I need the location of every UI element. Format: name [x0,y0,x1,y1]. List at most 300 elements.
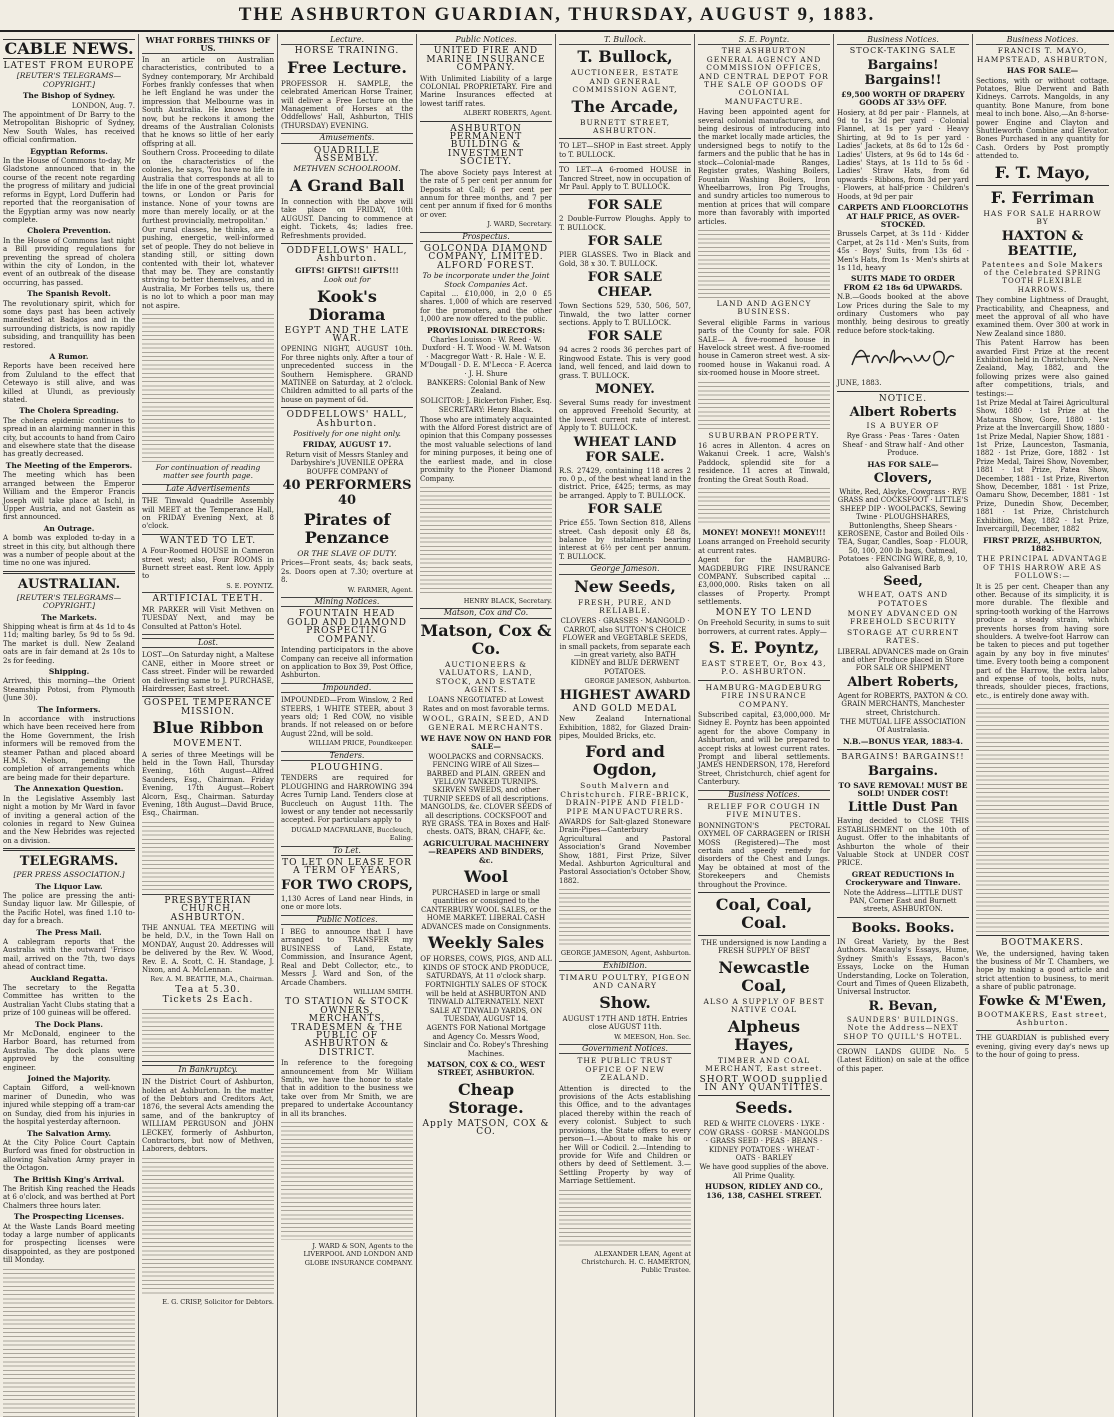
principal-text: It is 25 per cent. Cheaper than any other. Because of its simplicity, it is more durable. The flexible and spring-tooth working of the Harrows produce a steady strain, which prevents horses from having sore shoulders. A twelve-foot Harrow can be taken to pieces and put together again by any boy in five minutes' time. Every tooth being a component part of the Harrow, the extra labor and expense of tools, bolts, nuts, threads, shoulder pieces, fractions, etc., is entirely done away with. [976,582,1109,700]
seed-sub: WHEAT, OATS AND POTATOES [857,590,949,608]
column-bullock [556,34,695,1417]
crops-label: FOR TWO CROPS, [281,877,413,893]
drapery-label: £9,500 WORTH OF DRAPERY GOODS AT 33⅓ OFF. [841,89,965,108]
annex-text: In the Legislative Assembly last night a motion by Mr Ward in favor of inviting a general action of the colonies in regard to New Guinea and the New Hebrides was rejected on a division. [3,794,135,845]
free-lecture-title: Free Lecture. [287,57,407,77]
bonus-label: N.B.—BONUS YEAR, 1883-4. [842,736,964,746]
public-sig: WILLIAM SMITH. [353,987,413,996]
movement-label: MOVEMENT. [173,739,243,750]
regatta-text: The secretary to the Regatta Committee has written to the Australian Yacht Clubs stating that a prize of 100 guineas will be offered. [3,984,135,1018]
presby-title: PRESBYTERIAN CHURCH, ASHBURTON. [164,895,252,923]
column-cable-news [0,34,139,1417]
markets-text: Shipping wheat is firm at 4s 1d to 4s 11d; malting barley, 5s 9d to 5s 9d. The market is dull. New Zealand oats are in fair demand at 2s 10s to 2s for feeding. [3,622,135,665]
oddfellows2-cap: ODDFELLOWS' HALL, Ashburton. [286,410,408,429]
tolet-hdr: To Let. [281,846,413,856]
haxton-text: They combine Lightness of Draught, Practicability, and Cheapness, and meet the approval of all who have examined them. Over 300 at work in New Zealand since 1880. [976,296,1109,338]
ford-sig: GEORGE JAMESON, Agent, Ashburton. [560,949,691,958]
removal-label: TO SAVE REMOVAL! MUST BE SOLD! UNDER COST! [838,780,968,798]
oddfellows2-sub: Positively for one night only. [293,429,401,438]
text-filler [698,228,830,298]
bullock-hdr: T. Bullock. [559,36,691,45]
annex-head: The Annexation Question. [14,784,124,794]
rumor-text: Reports have been received here from Zululand to the effect that Cetewayo is still alive, and was killed at Ulundi, as previously stated. [3,362,135,405]
masthead-title: THE ASHBURTON GUARDIAN, THURSDAY, AUGUST 9, 1883. [238,4,876,25]
column-lecture [278,34,417,1417]
wool-text: PURCHASED in large or small quantities or consigned to the CANTERBURY WOOL SALES, or the HOME MARKET. LIBERAL CASH ADVANCES made on Consignments. [421,889,551,931]
mayo-title: F. T. Mayo, [994,162,1091,182]
trust-text: Attention is directed to the provisions of the Acts establishing this Office, and to the advantages placed thereby within the reach of every colonist. Subject to such provisions, the State offers to every person—1.—About to make his or her Will or Codicil. 2.—Intending to provide for Wife and Children or others by deed of Settlement. 3.—Settling Property by way of Marriage Settlement. [559,1084,691,1186]
matson-title: Matson, Cox & Co. [420,620,552,658]
cable-credit: [REUTER'S TELEGRAMS—COPYRIGHT.] [16,71,122,89]
trust-cap: THE PUBLIC TRUST OFFICE OF NEW ZEALAND. [577,1056,673,1083]
gospel-title: GOSPEL TEMPERANCE MISSION. [143,698,273,717]
salvation-head: The Salvation Army. [27,1128,111,1138]
marine-text: With Unlimited Liability of a large COLONIAL PROPRIETARY. Fire and Marine Insurances effected at lowest tariff rates. [420,74,552,108]
seed-title: Seed, [883,574,923,590]
roberts2-title: Albert Roberts, [847,674,959,690]
dustpan-address: Note the Address—LITTLE DUST PAN, Corner East and Burnett streets, ASHBURTON. [843,888,963,914]
quadrille-ad [142,497,274,535]
impound-text: IMPOUNDED—From Winslow, 2 Red STEERS, 1 WHITE STEER, about 3 years old; 1 Red COW, no visible brands. If not released on or before August 22nd, will be sold. [281,696,413,738]
show-title: Show. [599,992,651,1012]
king-head: The British King's Arrival. [13,1174,125,1184]
text-filler [142,820,274,890]
plough-text: TENDERS are required for PLOUGHING and HARROWING 394 Acres Turnip Land. Tenders close at Buccleuch on August 11th. The lowest or any tender not necessarily accepted. For particulars apply to [281,774,413,825]
weekly-sales-title: Weekly Sales [427,933,545,953]
continued-note: For continuation of reading matter see fourth page. [155,463,261,481]
first-prize-label: FIRST PRIZE, ASHBURTON, 1882. [983,535,1102,553]
dustpan-text: Having decided to CLOSE THIS ESTABLISHMENT on the 10th of August. Offer to the inhabitants of Ashburton the whole of their Valuable Stock at UNDER COST PRICE. [837,817,969,868]
principal-label: THE PRINCIPAL ADVANTAGE OF THIS HARROW ARE AS FOLLOWS:— [977,555,1108,581]
bishop-dateline: LONDON, Aug. 7. [71,101,135,110]
auctioneer-label: AUCTIONEER, ESTATE AND GENERAL COMMISSION AGENT, [570,68,680,95]
presby-text: THE ANNUAL TEA MEETING will be held, D.V., in the Town Hall on MONDAY, August 20. Addresses will be delivered by the Rev. W. Wood, Rev. E. A. Scott, C. H. Standage, J. Nixon, and A. McLennan. [142,924,274,975]
matson-hdr: Matson, Cox and Co. [420,608,552,618]
also-label: ALSO A SUPPLY OF BEST NATIVE COAL [703,996,825,1015]
capital-text: Capital ... £10,000, in 2,0 0 £5 shares. 1,000 of which are reserved for the promoters, and the other 1,000 are now offered to the public. [420,289,552,324]
show-sig: W. MEESON, Hon. Sec. [614,1032,691,1041]
books-title: Books. Books. [851,920,955,936]
carpets-list: Brussels Carpet, at 3s 11d · Kidder Carpet, at 2s 11d · Men's Suits, from 45s · Boys' Suits, from 13s 6d · Men's Hats, from 1s · Men's shirts at 1s 11d, heavy [837,230,969,272]
fowke-title: Fowke & M'Ewen, [978,993,1107,1009]
fountain-cap: FOUNTAIN HEAD GOLD AND DIAMOND PROSPECTING COMPANY. [286,609,408,645]
prospecting-text: At the Waste Lands Board meeting today a large number of applicants for prospecting licenses were disappointed, as they are postponed till Monday. [3,1222,135,1265]
hayes-sub: TIMBER AND COAL MERCHANT, East street. [705,1055,823,1074]
column-mayo-ferriman [973,34,1112,1417]
hamburg2-text: Subscribed capital, £3,000,000. Mr Sidney E. Poyntz has been appointed agent for the above Company in Ashburton, and will be prepared to accept risks at lowest current rates. Prompt and liberal settlements. JAMES HENDERSON, 178, Hereford Street, Christchurch, chief agent for Canterbury. [698,710,830,787]
cheap-text: Town Sections 529, 530, 506, 507, Tinwald, the two latter corner sections. Apply to T. BULLOCK. [559,302,691,327]
notice-cap: NOTICE. [878,393,928,404]
agri-machinery: AGRICULTURAL MACHINERY—REAPERS AND BINDERS, &c. [423,838,549,865]
dock-head: The Dock Plans. [35,1019,103,1029]
seeds-title: Seeds. [735,1098,793,1118]
cheap-cap: FOR SALE CHEAP. [587,270,663,301]
june-date: JUNE, 1883. [837,379,882,388]
ball-text: In connection with the above will take place on FRIDAY, 10th AUGUST. Dancing to commence at eight. Tickets, 4s; ladies free. Refreshments provided. [281,197,413,240]
fortnightly-text: FORTNIGHTLY SALES OF STOCK will be held at ASHBURTON AND TINWALD ALTERNATELY. NEXT SALE AT TINWALD YARDS, ON TUESDAY, AUGUST 14. [425,981,547,1023]
fountain-text: Intending participators in the above Company can receive all information on application to Box 39, Post Office, Ashburton. [281,646,413,680]
bankruptcy-text: IN the District Court of Ashburton, holden at Ashburton. In the matter of the Debtors and Creditors Act, 1876, the several Acts amending the same, and of the bankruptcy of WILLIAM PERGUSON and JOHN LECKEY, formerly of Ashburton, Contractors, but now of Methven, Laborers, debtors. [142,1078,274,1154]
salvation-text: At the City Police Court Captain Burford was fined for obstruction in allowing Salvation Army prayer in the Octagon. [3,1138,135,1173]
reductions-label: GREAT REDUCTIONS In Crockeryware and Tinware. [845,869,961,888]
gospel-ad [142,699,274,894]
farmer-sig: W. FARMER, Agent. [347,585,413,594]
forsale-cap-4: FOR SALE [587,502,663,518]
storage-text: Apply MATSON, COX & CO. [422,1118,550,1138]
prizes-list: 1st Prize Medal at Tairei Agricultural Show, 1880 · 1st Prize at the Mataura Show, Gore, 1880 · 1st Prize at the Invercargill Show, 1880 · 1st Prize Medal, Napier Show, 1881 · 1st Prize, Launceston, Tasmania, 1882 · 1st Prize, Gore, 1882 · 1st Prize Medal, Tairei Show, November, 1881 · 1st Prize, Patea Show, December, 1881 · 1st Prize, Riverton Show, December, 1881 · 1st Prize, Oamaru Show, December, 1881 · 1st Prize, Dunedin Show, December, 1881 · 1st Prize, Christchurch Exhibition, May, 1882 · 1st Prize, Invercargill, December, 1882 [976,399,1109,534]
grand-ball-title: A Grand Ball [289,175,405,195]
poyntz-title: S. E. Poyntz, [708,637,820,657]
teeth-text: MR PARKER will Visit Methven on TUESDAY Next, and may be Consulted at Patton's Hotel. [142,605,274,631]
hayes-title: Alpheus Hayes, [727,1016,801,1054]
regatta-head: Auckland Regatta. [30,973,108,983]
burnett-street: BURNETT STREET, ASHBURTON. [579,117,671,136]
liquor-head: The Liquor Law. [35,881,103,891]
buyer-label: IS A BUYER OF [866,421,940,430]
gold-medal: AND GOLD MEDAL [572,703,678,714]
shortwood-label: SHORT WOOD supplied IN ANY QUANTITIES. [699,1074,829,1093]
forsale-list: WOOLPACKS and CORNSACKS. FENCING WIRE of All Sizes—BARBED and PLAIN. GREEN and YELLOW TANKED TURNIPS. SKIRVEN SWEEDS, and other TURNIP SEEDS of all descriptions. MANGOLDS, &c. CLOVER SEEDS of all descriptions. COCKSFOOT and RYE GRASS. TEA in Boxes and Half-chests. OATS, BRAN, CHAFF, &c. [420,752,552,837]
diorama-title: Kook's Diorama [308,286,386,324]
columns [0,34,1114,1417]
emperors-text: The meeting which has been arranged between the Emperor William and the Emperor Francis Joseph will take place at Ischl, in Upper Austria, and not Gastein as first announced. [3,471,135,522]
text-filler [281,1120,413,1240]
informers-head: The Informers. [37,704,101,714]
bevan-title: R. Bevan, [868,998,938,1014]
lend-text: On Freehold Security, in sums to suit borrowers, at current rates. Apply— [698,619,830,636]
tenders-hdr: Tenders. [281,751,413,761]
arcade-title: The Arcade, [571,96,679,116]
timaru-label: TIMARU POULTRY, PIGEON AND CANARY [559,973,691,991]
cholera-text: In the House of Commons last night a Bill providing regulations for preventing the spread of cholera within the city of London, in the event of an outbreak of the disease occurring, has passed. [3,236,135,287]
quadrille-cap: QUADRILLE ASSEMBLY. [313,145,381,165]
hasforsale-label: HAS FOR SALE— [867,459,939,469]
pirates-title: Pirates of Penzance [303,510,391,548]
poyntz-sub: EAST STREET, Or, Box 43, P.O. ASHBURTON. [701,658,827,677]
fowke-sub: BOOTMAKERS, East street, Ashburton. [977,1009,1108,1028]
highest-award: HIGHEST AWARD [559,687,691,703]
lost-ad [142,651,274,697]
australian-title: AUSTRALIAN. [17,576,121,592]
forbes-text-1: In an article on Australian characteristics, contributed to a Sydney contemporary, Mr Archibald Forbes frankly confesses that when he left England he was under the impression that Melbourne was in South Australia. He knows better now, but he reckons it among the dreams of the Australian Colonists that he knows so little of her early offspring at all. [142,55,274,148]
permanent-text: The above Society pays Interest at the rate of 5 per cent per annum for Deposits at Call; 6 per cent per annum for three months, and 7 per cent per annum if fixed for 6 months or over. [420,168,552,219]
lost-title: Lost. [142,638,274,648]
drapery-list: Hosiery, at 8d per pair · Flannels, at 9d to 1s 3d per yard · Colonial Flannel, at 1s per yard · Heavy Shirting, at 9d to 1s per yard · Ladies' Jackets, at 8s 6d to 12s 6d · Ladies' Ulsters, at 9s 6d to 14s 6d · Ladies' Stays, at 1s 11d to 5s 6d · Ladies' Straw Hats, from 6d upwards · Ribbons, from 3d per yard · Flowers, at half-price · Children's Hoods, at 9d per pair [837,108,969,201]
shipping-text: Arrived, this morning—the Orient Steamship Potosi, from Plymouth (June 30). [3,677,135,703]
seeds-sub: FRESH, PURE, AND RELIABLE. [578,597,672,616]
text-filler [142,312,274,462]
column-poyntz [695,34,834,1417]
poyntz-hdr: S. E. Poyntz. [698,36,830,45]
mining-hdr: Mining Notices. [281,597,413,607]
forsale2-text: Price £55. Town Section 818, Allens street. Cash deposit only £8 8s, balance by instalments bearing interest at 6½ per cent per annum. T. BULLOCK. [559,519,691,561]
spreading-text: The cholera epidemic continues to spread in an alarming manner in this city, but accounts to hand from Cairo and elsewhere state that the disease has greatly decreased. [3,416,136,459]
hamburg-text: Agent for the HAMBURG-MAGDEBURG FIRE INSURANCE COMPANY. Subscribed capital ... £3,000,000. Risks taken on all classes of Property. Prompt settlements. [698,556,830,607]
nb-text: N.B.—Goods booked at the above Low Prices during the Sale to my ordinary Customers who pay monthly, being desirous to greatly reduce before stock-taking. [837,293,969,335]
haxton-title: HAXTON & BEATTIE, [1001,228,1084,259]
secretary: SECRETARY: Henry Black. [438,406,534,415]
jameson-hdr: George Jameson. [559,564,691,574]
storage-label: STORAGE AT CURRENT RATES. [847,627,959,646]
text-filler [142,1007,274,1057]
government-hdr: Government Notices. [559,1044,691,1054]
new-seeds-title: New Seeds, [574,576,676,596]
seeds-list: CLOVERS · GRASSES · MANGOLD · CARROT, also SUTTON'S CHOICE FLOWER and VEGETABLE SEEDS, in small packets, from separate each—in great variety, also BATH KIDNEY and BLUE DERWENT POTATOES. [559,617,691,676]
ward-sig: J. WARD & SON, Agents to the LIVERPOOL AND LONDON AND GLOBE INSURANCE COMPANY. [303,1242,413,1267]
cable-news-title: CABLE NEWS. [4,39,134,58]
relief-text: BONNINGTON'S PECTORAL OXYMEL OF CARRAGEEN or IRISH MOSS (Registered)—The most certain and speedy remedy for disorders of the Chest and Lungs. May be obtained at most of the Storekeepers and Chemists throughout the Province. [698,821,830,889]
land-cap: LAND AND AGENCY BUSINESS. [716,298,812,317]
hasforsale-label: HAS FOR SALE— [1006,66,1079,76]
forsale-cap-1: FOR SALE [587,198,663,214]
haxton-sub: Patentees and Sole Makers of the Celebrated SPRING TOOTH FLEXIBLE HARROWS. [981,260,1104,294]
mayo-cap: FRANCIS T. MAYO, HAMPSTEAD, ASHBURTON, [976,46,1109,64]
roberts-title: Albert Roberts [849,405,957,420]
hudson-sig: HUDSON, RIDLEY AND CO., 136, 138, CASHEL STREET. [705,1182,823,1200]
diorama-sub: EGYPT AND THE LATE WAR. [284,325,410,344]
plough-cap: PLOUGHING. [310,762,384,773]
press-text: A cablegram reports that the Australia with the outward 'Frisco mail, arrived on the 7th, two days ahead of contract time. [3,937,135,972]
matson-sub: AUCTIONEERS & VALUATORS, LAND, STOCK, AND ESTATE AGENTS. [435,659,537,694]
business-hdr: Business Notices. [976,36,1109,45]
text-filler [142,1156,274,1296]
juvenile-text: Return visit of Messrs Stanley and Darbyshire's JUVENILE OPERA BOUFFE COMPANY of [285,450,409,476]
andrew-orr-signature [848,341,958,373]
text-filler [559,1188,691,1248]
egypt-head: Egyptian Reforms. [30,146,108,156]
bishop-head: The Bishop of Sydney. [22,91,116,101]
amusements-hdr: Amusements. [281,133,413,143]
coal-title: Coal, Coal, Coal. [715,895,813,933]
permanent-sig: J. WARD, Secretary. [487,220,552,229]
ploughs-text: 2 Double-Furrow Ploughs. Apply to T. BULLOCK. [559,215,691,232]
quadrille-text: THE Tinwald Quadrille Assembly will MEET at the Temperance Hall, on FRIDAY Evening Next, at 8 o'clock. [142,497,274,531]
money-cap: MONEY. [595,381,655,397]
presby-ad [142,897,274,1062]
teeth-ad [142,595,274,635]
markets-head: The Markets. [41,612,97,622]
coal-text: THE undersigned is now Landing a FRESH SUPPLY OF BEST [701,939,827,956]
forsale-head: WE HAVE NOW ON HAND FOR SALE— [420,733,552,752]
loans-text: LOANS NEGOTIATED at Lowest Rates and on most favorable terms. [422,696,550,713]
seeds-list: RED & WHITE CLOVERS · LYKE · COW GRASS · GORSE · MANGOLDS · GRASS SEED · PEAS · BEANS · KIDNEY POTATOES · WHEAT · OATS · BARLEY [698,1120,830,1162]
ribbon-text: A series of three Meetings will be held in the Town Hall, Thursday Evening, 16th August—Alfred Saunders, Esq., Chairman. Friday Evening, 17th August—Robert Alcorn, Esq., Chairman. Saturday Evening, 18th August—David Bruce, Esq., Chairman. [142,750,274,818]
agents-text: AGENTS FOR National Mortgage and Agency Co. Messrs Wood, Sinclair and Co. Robey's Threshing Machines. [423,1024,549,1058]
station-text: In reference to the foregoing announcement from Mr William Smith, we have the honor to state that in addition to the business we take over from Mr Smith, we are prepared to undertake Accountancy in all its branches. [281,1059,413,1118]
ford-text: AWARDS for Salt-glazed Stoneware Drain-Pipes—Canterbury Agricultural and Pastoral Association's Grand November Show, 1881, First Prize, Silver Medal. Ashburton Agricultural and Pastoral Association's October Show, 1882. [559,817,691,885]
newcastle-title: Newcastle Coal, [718,957,810,995]
station-cap: TO STATION & STOCK OWNERS, MERCHANTS, TRADESMEN & THE PUBLIC OF ASHBURTON & DISTRICT. [285,997,409,1058]
forsale-cap-2: FOR SALE [587,234,663,250]
permanent-cap: ASHBURTON PERMANENT BUILDING & INVESTMENT SOCIETY. [447,123,525,168]
australian-credit: [REUTER'S TELEGRAMS—COPYRIGHT.] [16,592,122,611]
telegrams-credit: [PER PRESS ASSOCIATION.] [13,870,125,880]
suburban-text: 16 acres in Allenton. 4 acres on Wakanui Creek. 1 acre, Walsh's Paddock, splendid site for a residence. 11 acres at Tinwald, fronting the Great South Road. [698,442,830,484]
lend-cap: MONEY TO LEND [715,607,813,618]
bankers: BANKERS: Colonial Bank of New Zealand. [426,379,546,396]
slave-label: OR THE SLAVE OF DUTY. [297,549,397,559]
bevan-sub: SAUNDERS' BUILDINGS. Note the Address—NEXT SHOP TO QUILL'S HOTEL. [843,1015,963,1041]
directors-list: Charles Louisson · W. Reed · W. Duxford · H. T. Wood · W. M. Watson · Macgregor Watt · R. Hale · W. E. M'Dougall · D. E. M'Lecca · F. Acerca · J. H. Shure [420,336,552,378]
prospectus-hdr: Prospectus. [420,232,552,242]
column-public-notices [417,34,556,1417]
directors-head: PROVISIONAL DIRECTORS: [426,325,546,335]
column-forbes [139,34,278,1417]
bullock-title: T. Bullock, [577,47,673,67]
lecture-hdr: Lecture. [281,36,413,45]
trust-sig: ALEXANDER LEAN, Agent at Christchurch. H. C. HAMERTON, Public Trustee. [581,1249,691,1275]
forbes-text-2: Southern Cross. Proceeding to dilate on the characteristics of the colonies, he says, 'You have no life in Australia that corresponds at all to the life in one of the great provincial towns, or London or Paris for instance. None of your towns are more than merely locally, or at the furthest provincially, metropolitan.' [142,149,274,225]
rumor-head: A Rumor. [49,352,89,361]
cheap-storage-title: Cheap Storage. [448,1079,524,1117]
land-text: Several eligible Farms in various parts of the County for sale. FOR SALE— A five-roomed house in Havelock street west. A five-roomed house in Cameron street west. A six-roomed house in Wakanui road. A six-roomed house in Moore street. [698,318,830,378]
performers-label: 40 PERFORMERS 40 [282,478,412,509]
gifts-label: GIFTS! GIFTS!! GIFTS!!! [295,265,399,275]
money-cap: MONEY! MONEY!! MONEY!!! [702,528,826,538]
bargains-cap: BARGAINS! BARGAINS!! [841,752,965,762]
wanted-text: A Four-Roomed HOUSE in Cameron street west; also, Four ROOMS in Burnett street east. Rent low. Apply to [142,547,274,581]
public-text: I BEG to announce that I have arranged to TRANSFER my BUSINESS of Land, Estate, Commission, and Insurance Agent, Real and Debt Collector, etc., to Messrs J. Ward and Son, of the Arcade Chambers. [281,928,413,987]
blue-ribbon-title: Blue Ribbon [152,718,264,738]
lost-text: LOST—On Saturday night, a Maltese CANE, either in Moore street or Cass street. Finder will be rewarded on delivering same to J. PURCHASE, Hairdresser, East street. [142,651,274,693]
hamburg2-cap: HAMBURG-MAGDEBURG FIRE INSURANCE COMPANY. [705,682,823,709]
public-notices-hdr: Public Notices. [420,36,552,45]
acres-text: 94 acres 2 roods 36 perches part of Ringwood Estate. This is very good land, well fenced, and laid down to grass. T. BULLOCK. [559,346,691,380]
impounded-hdr: Impounded. [281,683,413,693]
show-text: AUGUST 17TH AND 18TH. Entries close AUGUST 11th. [562,1014,688,1032]
text-filler [698,486,830,526]
bargains-title: Bargains! Bargains!! [864,57,942,88]
presby-sig: Rev. A. M. BEATTIE, M.A., Chairman. [150,975,274,984]
business-hdr: Business Notices. [698,790,830,800]
diorama-text: OPENING NIGHT, AUGUST 10th. For three nights only. After a tour of unprecedented success in the Southern Hemisphere. GRAND MATINEE on Saturday, at 2 o'clock. Children admitted to all parts of the house on payment of 6d. [281,345,413,404]
lookout-label: Look out for [323,275,371,285]
dustpan-title: Little Dust Pan [848,800,958,816]
advanced-label: MONEY ADVANCED ON FREEHOLD SECURITY [847,608,959,627]
guardian-note: THE GUARDIAN is published every evening, giving every day's news up to the hour of going to press. [976,1034,1109,1060]
clovers-title: Clovers, [873,471,933,487]
spreading-head: The Cholera Spreading. [19,406,119,416]
mutual-text: THE MUTUAL LIFE ASSOCIATION Of Australasia. [840,717,966,735]
quadrille-sub: METHVEN SCHOOLROOM. [293,164,401,174]
forbes-title: WHAT FORBES THINKS OF US. [142,36,274,54]
gold-text: New Zealand International Exhibition, 1882, for Glazed Drain-pipes, Moulded Bricks, etc. [559,715,691,740]
forbes-text-3: Our rural classes, he thinks, are a pushing, energetic, well-informed set of people. They do not believe in standing still, or sitting down contented with their lot, whatever that may be. They are constantly striving to better themselves, and in Australia, Mr Forbes tells us, there is no lot to which a poor man may not aspire. [142,225,274,310]
teeth-title: ARTIFICIAL TEETH. [152,594,264,605]
golconda-cap: GOLCONDA DIAMOND COMPANY, LIMITED. ALFORD FOREST. [423,243,549,271]
crown-lands-text: CROWN LANDS GUIDE No. 5 (Latest Edition) on sale at the office of this paper. [837,1047,969,1073]
lecture-cap: HORSE TRAINING. [294,46,400,57]
black-sig: HENRY BLACK, Secretary. [463,596,552,605]
agency-cap: THE ASHBURTON GENERAL AGENCY AND COMMISSION OFFICES, AND CENTRAL DEPOT FOR THE SALE OF GOODS OF COLONIAL MANUFACTURE. [699,46,829,106]
agency-text: Having been appointed agent for several colonial manufacturers, and being desirous of introducing into the market locally made articles, the undersigned begs to notify to the farmers and the public that he has in stock—Colonial-made Ranges, Register grates, Washing Boilers, Fountain Washing Boilers, Iron Wheelbarrows, Iron Pig Troughs, and sundry articles too numerous to mention at prices that will compare more than favorably with imported articles. [698,108,830,226]
liquor-text: The police are pressing the anti-Sunday liquor law. Mr Gillespie, of the Pacific Hotel, was fined 1.10 to-day for a breach. [3,891,135,926]
forsale-cap-3: FOR SALE [587,329,663,345]
pier-text: PIER GLASSES. Two in Black and Gold, 38 x 30. T. BULLOCK. [559,251,691,268]
tickets-label: Tickets 2s Each. [162,995,254,1006]
text-filler [559,887,691,947]
books-text: IN Great Variety, by the Best Authors. Macaulay's Essays, Hume, Sydney Smith's Essays, Bacon's Essays, Locke on the Human Understanding, Locke on Toleration, Court and Times of Queen Elizabeth, Universal Instructor. [837,937,969,997]
majority-text: Captain Gifford, a well-known mariner of Dunedin, who was injured while stepping off a tram-car on Sunday, died from his injuries in the hospital yesterday afternoon. [3,1084,135,1127]
bishop-text: The appointment of Dr Barry to the Metropolitan Bishopric of Sydney, New South Wales, has received official confirmation. [3,111,135,145]
bankruptcy-title: In Bankruptcy. [142,1065,274,1075]
masthead [0,0,1114,32]
press-head: The Press Mail. [36,927,102,937]
jameson-sig: GEORGE JAMESON, Ashburton. [584,677,691,686]
ford-sub: South Malvern and Christchurch. FIRE-BRICK, DRAIN-PIPE AND FIELD-PIPE MANUFACTURERS. [560,781,690,816]
relief-cap: RELIEF FOR COUGH IN FIVE MINUTES. [707,802,821,820]
wheat-text: R.S. 27429, containing 118 acres 2 ro. 0 p., of the best wheat land in the district. Price, £425; terms, as may be arranged. Apply to T. BULLOCK. [559,466,691,500]
golconda-text: Those who are intimately acquainted with the Alford Forest district are of opinion that this Company possesses the most valuable selections of land for mining purposes, it being one of the earliest made, and in close proximity to the Pioneer Diamond Company. [420,415,552,483]
bootmakers-cap: BOOTMAKERS. [1000,938,1085,949]
marine-sig: ALBERT ROBERTS, Agent. [463,109,552,118]
telegrams-title: TELEGRAMS. [19,854,119,870]
ford-ogdon-title: Ford and Ogdon, [585,742,665,780]
egypt-text: In the House of Commons to-day, Mr Gladstone announced that in the course of the recent note regarding the progress of military and judicial reforms in Egypt, Lord Dufferin had reported that the reorganisation of the Egyptian army was now nearly complete. [3,157,135,224]
money-text: Loans arranged on Freehold security at current rates. [698,538,830,555]
spanish-text: The revolutionary spirit, which for some days past has been actively manifested at Badajos and in the surrounding districts, is now rapidly subsiding, and tranquillity has been restored. [3,299,135,350]
outrage-text: A bomb was exploded to-day in a street in this city, but although there was a number of people about at the time no one was injured. [3,534,135,568]
lecture-text: PROFESSOR H. SAMPLE, the celebrated American Horse Trainer, will deliver a Free Lecture on the Management of Horses at the Oddfellows' Hall, Ashburton, THIS (THURSDAY) EVENING. [281,79,413,130]
tea-label: Tea at 5.30. [175,984,241,995]
plough-sig: DUGALD MACFARLANE, Buccleuch, Ealing. [291,825,413,843]
golconda-sub: To be incorporate under the Joint Stock Companies Act. [422,271,550,289]
harrow-cap: HAS FOR SALE HARROW BY [983,208,1102,227]
mayo-text: Sections, with or without cottage. Potatoes, Blue Derwent and Bath Kidneys. Carrots. Mangolds, in any quantity. Bone Manure, from bone meal to inch bone. Also,—An 8-horse-power Engine and Clayton and Shuttleworth Combine and Elevator. Bones Purchased in any quantity for Cash. Orders by Post promptly attended to. [976,76,1109,161]
liberal-text: LIBERAL ADVANCES made on Grain and other Produce placed in Store FOR SALE OR SHIPMENT [837,647,969,673]
text-filler [976,702,1109,932]
solicitor: SOLICITOR: J. Bickerton Fisher, Esq. [420,396,552,405]
column-orr-roberts [834,34,973,1417]
late-ads-title: Late Advertisements [142,484,274,494]
prices-text: Prices—Front seats, 4s; back seats, 2s. Doors open at 7.30; overture at 8. [281,559,413,585]
spanish-head: The Spanish Revolt. [27,289,111,299]
impound-sig: WILLIAM PRICE, Poundkeeper. [308,739,413,748]
oddfellows2-date: FRIDAY, AUGUST 17. [302,440,392,450]
money-text: Several Sums ready for investment on approved Freehold Security, at the lowest current rate of interest. Apply to T. BULLOCK. [559,398,691,433]
majority-head: Joined the Majority. [27,1074,111,1084]
patent-text: This Patent Harrow has been awarded First Prize at the recent Exhibition held in Christchurch, New Zealand, May, 1882, and the following prizes were also gained after competitions, trials, and testings:— [976,339,1109,398]
shop-text: TO LET—SHOP in East street. Apply to T. BULLOCK. [559,142,691,159]
suits-label: SUITS MADE TO ORDER FROM £2 18s 6d UPWARDS. [843,274,963,292]
bankruptcy-sig: E. G. CRISP, Solicitor for Debtors. [162,1297,274,1306]
clovers-text: White, Red, Alsyke, Cowgrass · RYE GRASS and COCKSFOOT · LITTLE'S SHEEP DIP · WOOLPACKS, Sewing Twine · PLOUGHSHARES, Buttonlengths, Sheep Shears · KEROSENE, Castor and Boiled Oils · TEA, Sugar, Candles, Soap · FLOUR, 50, 100, 200 lb bags, Oatmeal, Potatoes · FENCING WIRE, 8, 9, 10, also Galvanised Barb [837,488,969,572]
suburban-cap: SUBURBAN PROPERTY. [708,430,820,440]
shipping-head: Shipping. [48,667,90,676]
seeds-text: We have good supplies of the above. All Prime Quality. [699,1163,829,1180]
public-hdr: Public Notices. [281,915,413,925]
exhibition-hdr: Exhibition. [559,961,691,971]
wanted-title: WANTED TO LET. [159,535,257,546]
tolet-text: TO LET—A 6-roomed HOUSE in Tancred Street, now in occupation of Mr Paul. Apply to T. BULLOCK. [559,166,691,192]
acres-text: 1,130 Acres of Land near Hinds, in one or more lots. [281,894,413,912]
wheat-cap: WHEAT LAND FOR SALE. [573,434,677,465]
cable-news-sub: LATEST FROM EUROPE [3,61,135,71]
oddfellows-cap: ODDFELLOWS' HALL, Ashburton. [286,245,408,265]
bootmakers-text: We, the undersigned, having taken the business of Mr T. Chambers, we hope by making a good article and strict attention to business, to merit a share of public patronage. [976,949,1109,992]
bargains2-title: Bargains. [867,763,938,779]
wool-title: Wool [463,867,509,887]
business-hdr: Business Notices. [837,36,969,45]
carpets-label: CARPETS AND FLOORCLOTHS AT HALF PRICE, AS OVER-STOCKED. [837,203,969,229]
weekly-text: OF HORSES, COWS, PIGS, AND ALL KINDS OF STOCK AND PRODUCE, SATURDAYS, At 11 o'clock sharp. [420,955,552,980]
prospecting-head: The Prospecting Licenses. [13,1212,125,1222]
emperors-head: The Meeting of the Emperors. [5,460,133,470]
matson-sig: MATSON, COX & CO., WEST STREET, ASHBURTON. [426,1059,546,1078]
wanted-sig: S. E. POYNTZ. [226,581,274,590]
stocktaking-cap: STOCK-TAKING SALE [849,46,957,56]
outrage-head: An Outrage. [43,523,95,533]
